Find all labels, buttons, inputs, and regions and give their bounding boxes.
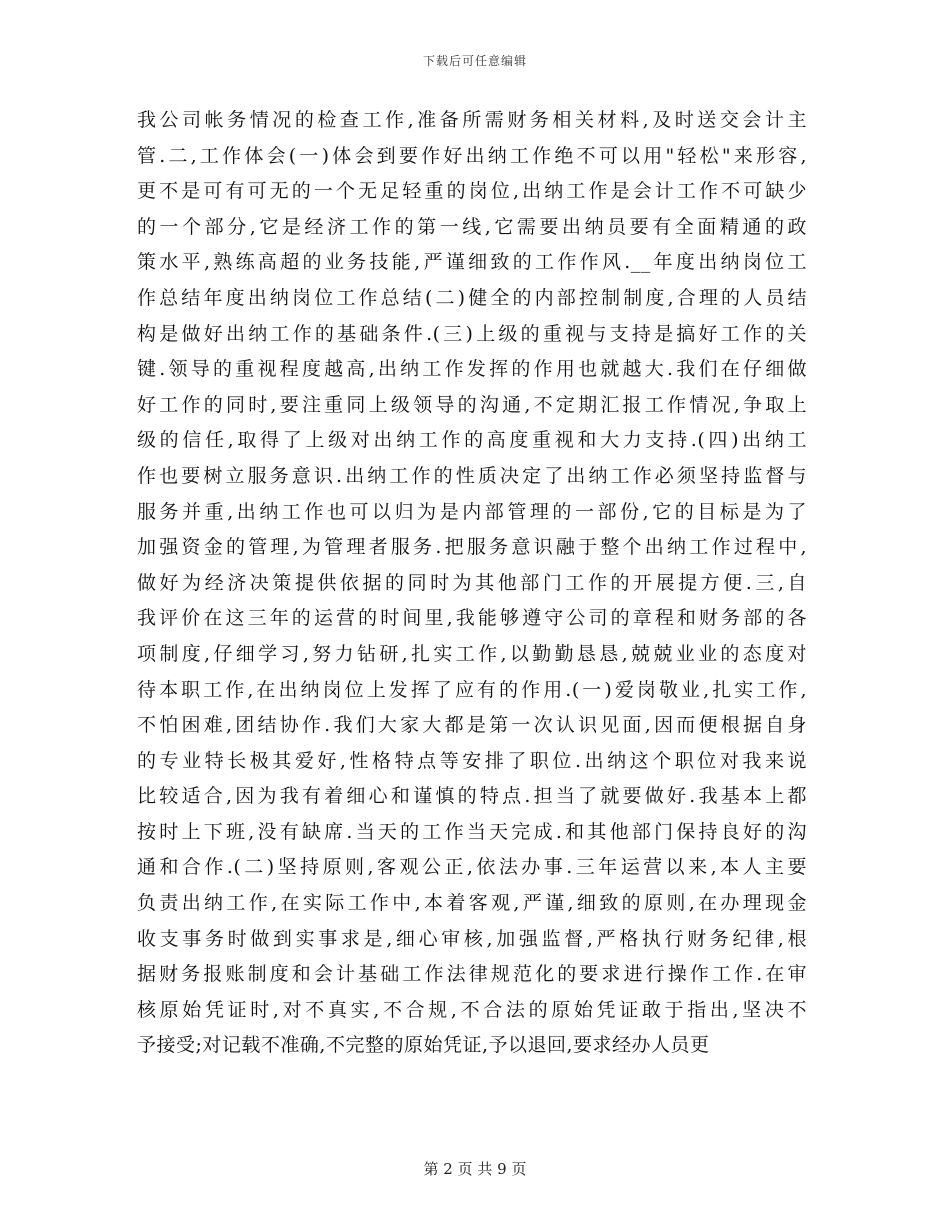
text-line: 核原始凭证时,对不真实,不合规,不合法的原始凭证敢于指出,坚决不 [137,998,807,1021]
text-line: 级的信任,取得了上级对出纳工作的高度重视和大力支持.(四)出纳工 [137,429,807,452]
text-line: 项制度,仔细学习,努力钻研,扎实工作,以勤勤恳恳,兢兢业业的态度对 [137,642,807,665]
text-line: 作也要树立服务意识.出纳工作的性质决定了出纳工作必须坚持监督与 [137,464,807,487]
text-line: 更不是可有可无的一个无足轻重的岗位,出纳工作是会计工作不可缺少 [137,180,807,203]
text-line: 负责出纳工作,在实际工作中,本着客观,严谨,细致的原则,在办理现金 [137,892,807,915]
text-line: 策水平,熟练高超的业务技能,严谨细致的工作作风.__年度出纳岗位工 [137,251,807,274]
page-number: 第 2 页 共 9 页 [423,1160,527,1178]
document-body [137,103,807,1064]
text-line: 好工作的同时,要注重同上级领导的沟通,不定期汇报工作情况,争取上 [137,393,807,416]
text-line: 做好为经济决策提供依据的同时为其他部门工作的开展提方便.三,自 [137,571,807,594]
text-line: 比较适合,因为我有着细心和谨慎的特点.担当了就要做好.我基本上都 [137,785,807,808]
text-line: 服务并重,出纳工作也可以归为是内部管理的一部份,它的目标是为了 [137,500,807,523]
text-line: 待本职工作,在出纳岗位上发挥了应有的作用.(一)爱岗敬业,扎实工作, [137,678,807,701]
text-line: 按时上下班,没有缺席.当天的工作当天完成.和其他部门保持良好的沟 [137,820,807,843]
text-line: 予接受;对记载不准确,不完整的原始凭证,予以退回,要求经办人员更 [137,1034,710,1057]
text-line: 的一个部分,它是经济工作的第一线,它需要出纳员要有全面精通的政 [137,215,807,238]
text-line: 作总结年度出纳岗位工作总结(二)健全的内部控制制度,合理的人员结 [137,286,807,309]
text-line: 的专业特长极其爱好,性格特点等安排了职位.出纳这个职位对我来说 [137,749,807,772]
text-line: 据财务报账制度和会计基础工作法律规范化的要求进行操作工作.在审 [137,963,807,986]
text-line: 收支事务时做到实事求是,细心审核,加强监督,严格执行财务纪律,根 [137,927,807,950]
page-header-note: 下载后可任意编辑 [422,54,527,68]
text-line: 不怕困难,团结协作.我们大家大都是第一次认识见面,因而便根据自身 [137,714,807,737]
text-line: 我评价在这三年的运营的时间里,我能够遵守公司的章程和财务部的各 [137,607,807,630]
text-line: 管.二,工作体会(一)体会到要作好出纳工作绝不可以用"轻松"来形容, [137,144,807,167]
text-line: 构是做好出纳工作的基础条件.(三)上级的重视与支持是搞好工作的关 [137,322,807,345]
text-line: 加强资金的管理,为管理者服务.把服务意识融于整个出纳工作过程中, [137,536,807,559]
text-line: 键.领导的重视程度越高,出纳工作发挥的作用也就越大.我们在仔细做 [137,358,807,381]
text-line: 通和合作.(二)坚持原则,客观公正,依法办事.三年运营以来,本人主要 [137,856,807,879]
text-line: 我公司帐务情况的检查工作,准备所需财务相关材料,及时送交会计主 [137,109,807,131]
